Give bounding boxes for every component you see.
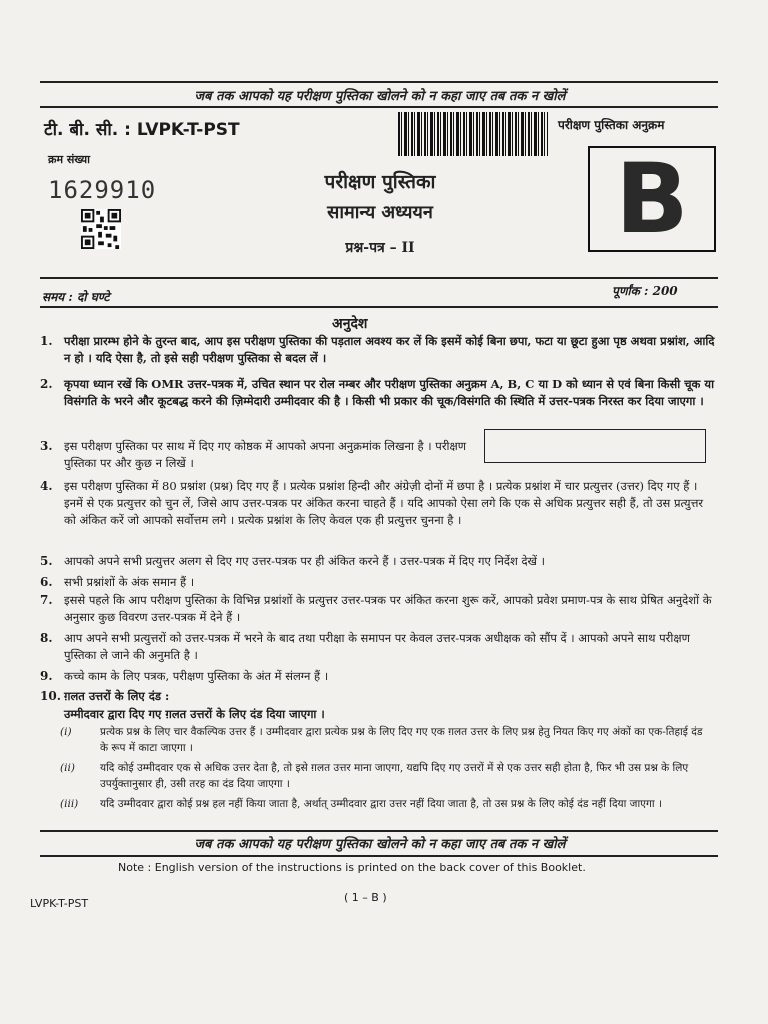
booklet-title: परीक्षण पुस्तिका [324,171,436,193]
instruction-text: आपको अपने सभी प्रत्युत्तर अलग से दिए गए उत्तर-पत्रक पर ही अंकित करने हैं । उत्तर-पत्रक में दिए गए निर्देश देखें । [64,554,545,568]
booklet-sequence-label: परीक्षण पुस्तिका अनुक्रम [558,118,665,132]
paper-title: प्रश्न-पत्र – II [345,240,415,256]
header-rule [40,277,718,279]
roll-number-box[interactable] [484,429,706,463]
instruction-item [40,478,715,529]
instruction-number: 7. [40,593,53,607]
do-not-open-banner-top: जब तक आपको यह परीक्षण पुस्तिका खोलने को न कहा जाए तब तक न खोलें [194,89,566,104]
instruction-item [40,574,715,591]
instruction-item [40,630,715,664]
penalty-heading [40,706,715,723]
instruction-text: परीक्षा प्रारम्भ होने के तुरन्त बाद, आप इस परीक्षण पुस्तिका की पड़ताल अवश्य कर लें कि इसमें कोई बिना छपा, फटा या छूटा हुआ पृष्ठ अथवा प्रश्नांश, आदि न हो । यदि ऐसा है, तो इसे सही परीक्षण पुस्तिका से बदल लें । [64,334,715,365]
top-rule [40,81,718,83]
bottom-banner-rule [40,855,718,857]
instruction-item [40,333,715,367]
max-marks: पूर्णांक : 200 [612,284,678,298]
instruction-text: आप अपने सभी प्रत्युत्तरों को उत्तर-पत्रक में भरने के बाद तथा परीक्षा के समापन पर केवल उत्तर-पत्रक अधीक्षक को सौंप दें । आपको अपने साथ परीक्षण पुस्तिका ले जाने की अनुमति है । [64,631,690,662]
instruction-text: ग़लत उत्तरों के लिए दंड : [64,689,170,703]
tbc-code: टी. बी. सी. : LVPK-T-PST [44,120,240,140]
english-version-note: Note : English version of the instructions is printed on the back cover of this Booklet. [118,861,586,874]
instructions-title: अनुदेश [332,316,368,332]
instruction-text: इस परीक्षण पुस्तिका में 80 प्रश्नांश (प्रश्न) दिए गए हैं । प्रत्येक प्रश्नांश हिन्दी और अंग्रेज़ी दोनों में छपा है । प्रत्येक प्रश्नांश में चार प्रत्युत्तर (उत्तर) दिए गए हैं । इनमें से एक प्रत्युत्तर को चुन लें, जिसे आप उत्तर-पत्रक पर अंकित करना चाहते हैं । यदि आपको ऐसा लगे कि एक से अधिक प्रत्युत्तर सही हैं, तो उस प्रत्युत्तर को अंकित करें जो आपको सर्वोत्तम लगे । प्रत्येक प्रश्नांश के लिए केवल एक ही प्रत्युत्तर चुनना है । [64,479,704,527]
penalty-number: (ii) [60,762,75,774]
qr-code-icon [80,209,122,249]
penalty-heading-text: उम्मीदवार द्वारा दिए गए ग़लत उत्तरों के लिए दंड दिया जाएगा । [64,707,325,721]
time-rule [40,306,718,308]
instruction-number: 9. [40,669,53,683]
banner-rule [40,106,718,108]
do-not-open-banner-bottom: जब तक आपको यह परीक्षण पुस्तिका खोलने को न कहा जाए तब तक न खोलें [194,837,566,852]
penalty-text: प्रत्येक प्रश्न के लिए चार वैकल्पिक उत्तर हैं । उम्मीदवार द्वारा प्रत्येक प्रश्न के लिए दिए गए एक ग़लत उत्तर के लिए प्रश्न हेतु नियत किए गए अंकों का एक-तिहाई दंड के रूप में काटा जाएगा । [100,726,703,754]
instruction-number: 3. [40,439,53,453]
booklet-series-box: B [588,146,716,252]
instruction-number: 6. [40,575,53,589]
instruction-text: इससे पहले कि आप परीक्षण पुस्तिका के विभिन्न प्रश्नांशों के प्रत्युत्तर उत्तर-पत्रक पर अंकित करना शुरू करें, आपको प्रवेश प्रमाण-पत्र के साथ प्रेषित अनुदेशों के अनुसार कुछ विवरण उत्तर-पत्रक में देने हैं । [64,593,712,624]
instruction-number: 1. [40,334,53,348]
instruction-item [40,438,480,472]
instruction-text: कृपया ध्यान रखें कि OMR उत्तर-पत्रक में, उचित स्थान पर रोल नम्बर और परीक्षण पुस्तिका अनुक्रम A, B, C या D को ध्यान से एवं बिना किसी चूक या विसंगति के भरने और कूटबद्ध करने की ज़िम्मेदारी उम्मीदवार की है । किसी भी प्रकार की चूक/विसंगति की स्थिति में उत्तर-पत्रक निरस्त कर दिया जाएगा । [64,377,715,408]
instruction-item [40,668,715,685]
instruction-number: 5. [40,554,53,568]
penalty-item [60,724,710,756]
penalty-item [60,760,710,792]
time-allowed: समय : दो घण्टे [42,290,110,304]
page-number: ( 1 – B ) [344,891,387,904]
penalty-number: (iii) [60,798,79,810]
penalty-text: यदि उम्मीदवार द्वारा कोई प्रश्न हल नहीं किया जाता है, अर्थात् उम्मीदवार द्वारा उत्तर नहीं दिया जाता है, तो उस प्रश्न के लिए कोई दंड नहीं दिया जाएगा । [100,798,662,810]
instruction-item [40,376,715,410]
instruction-item [40,688,715,705]
instruction-number: 2. [40,377,53,391]
instruction-item [40,553,715,570]
barcode [398,112,548,156]
instruction-number: 8. [40,631,53,645]
instruction-text: कच्चे काम के लिए पत्रक, परीक्षण पुस्तिका के अंत में संलग्न हैं । [64,669,329,683]
instruction-text: इस परीक्षण पुस्तिका पर साथ में दिए गए कोष्ठक में आपको अपना अनुक्रमांक लिखना है । परीक्षण पुस्तिका पर और कुछ न लिखें । [64,439,467,470]
penalty-text: यदि कोई उम्मीदवार एक से अधिक उत्तर देता है, तो इसे ग़लत उत्तर माना जाएगा, यद्यपि दिए गए उत्तरों में से एक उत्तर सही होता है, फिर भी उस प्रश्न के लिए उपर्युक्तानुसार ही, उसी तरह का दंड दिया जाएगा । [100,762,689,790]
penalty-item [60,796,710,812]
instruction-number: 4. [40,479,53,493]
instruction-item [40,592,715,626]
instruction-text: सभी प्रश्नांशों के अंक समान हैं । [64,575,195,589]
subject-title: सामान्य अध्ययन [327,202,433,223]
serial-label: क्रम संख्या [48,153,90,166]
serial-number: 1629910 [48,176,157,204]
footer-code: LVPK-T-PST [30,897,89,910]
penalty-number: (i) [60,726,72,738]
instruction-number: 10. [40,689,61,703]
bottom-banner-rule-top [40,830,718,832]
